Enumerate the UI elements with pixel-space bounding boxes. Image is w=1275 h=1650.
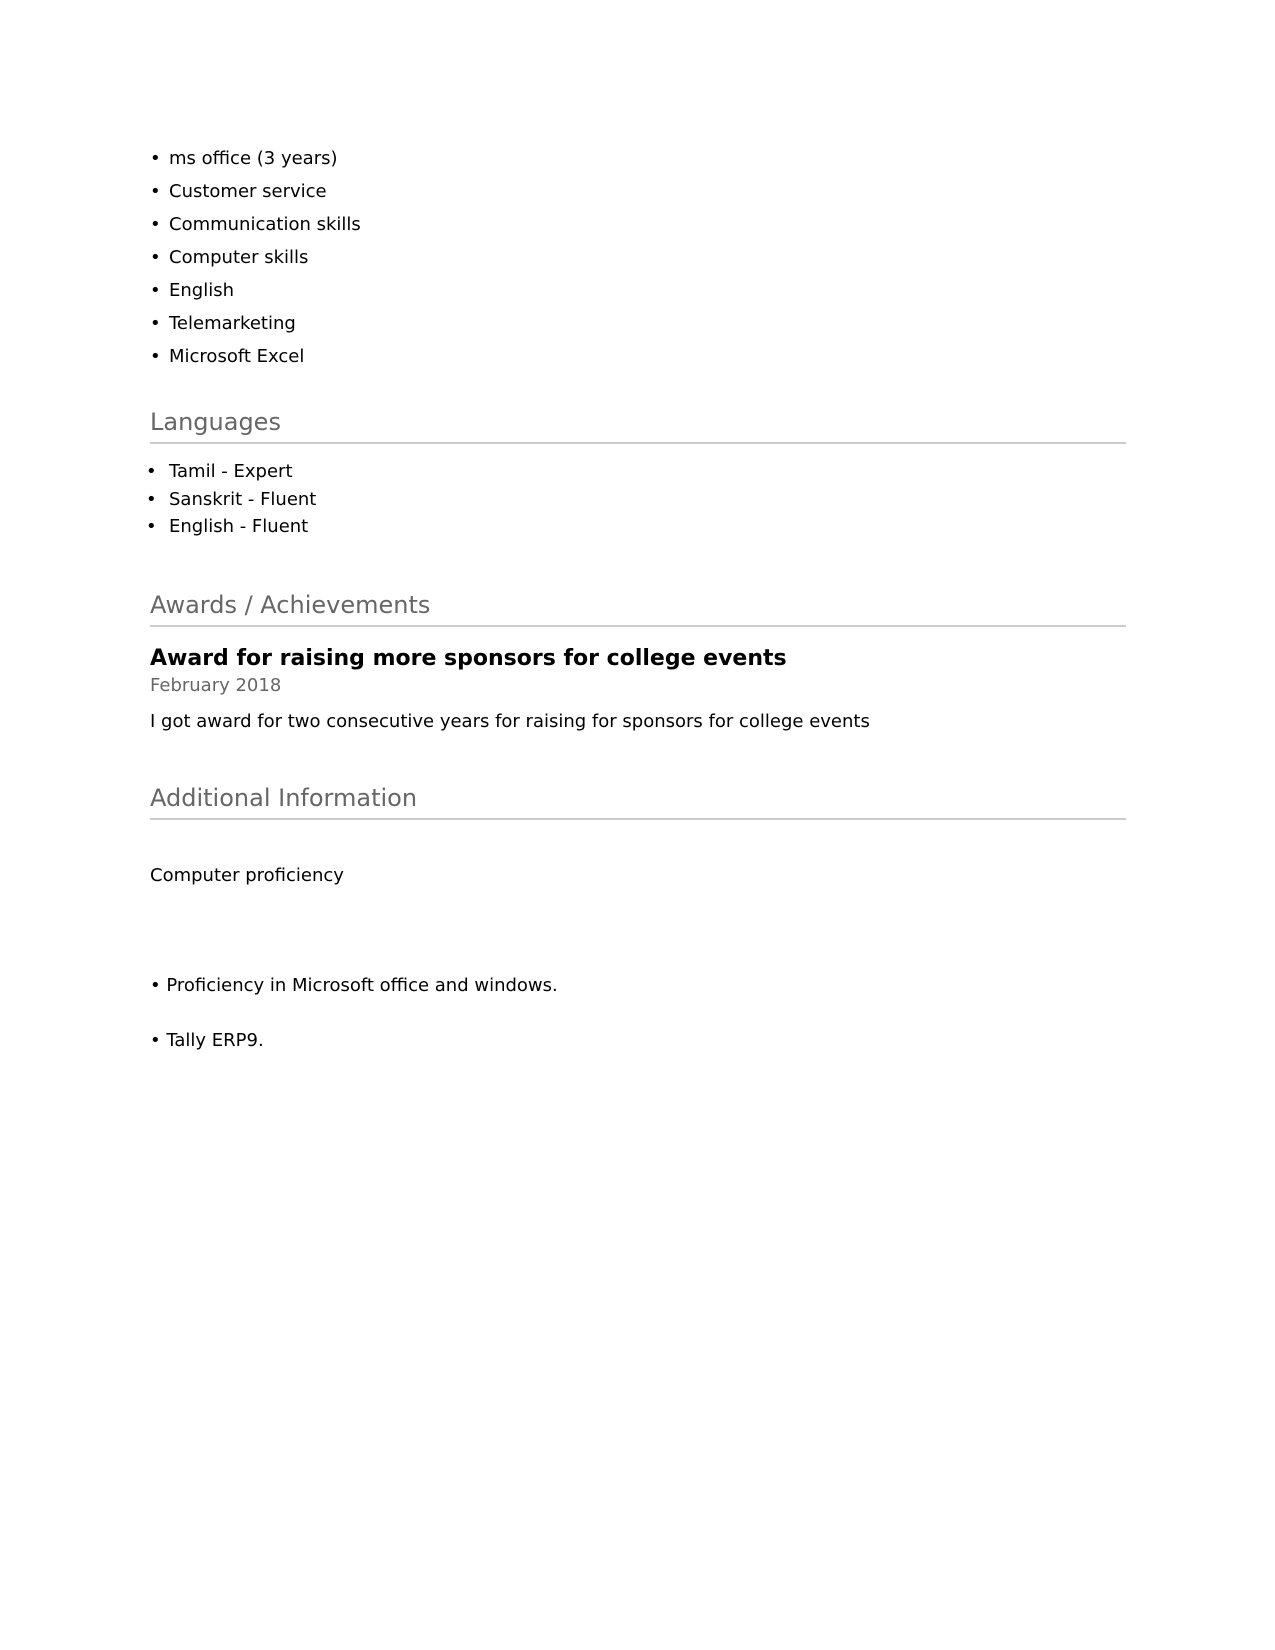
languages-heading: Languages <box>150 402 1126 444</box>
bullet: • <box>150 247 161 268</box>
skill-item <box>150 307 361 340</box>
additional-info-text <box>150 834 1126 1082</box>
skill-text: ms office (3 years) <box>169 148 338 169</box>
language-item <box>146 513 1126 541</box>
award-description: I got award for two consecutive years for raising for sponsors for college events <box>150 711 870 732</box>
skill-item <box>150 241 361 274</box>
skill-text: Computer skills <box>169 247 309 268</box>
award-entry <box>150 645 1126 735</box>
additional-line: Computer proficiency <box>150 864 344 886</box>
skill-text: Communication skills <box>169 214 361 235</box>
bullet: • <box>150 214 161 235</box>
skills-list <box>150 142 361 373</box>
bullet: • <box>146 461 157 482</box>
additional-info-section <box>150 778 1126 1082</box>
skill-item <box>150 175 361 208</box>
bullet: • <box>150 346 161 367</box>
skill-text: English <box>169 280 234 301</box>
additional-line: • Proficiency in Microsoft office and windows. <box>150 974 558 996</box>
bullet: • <box>146 488 157 510</box>
language-text: Sanskrit - Fluent <box>169 488 317 510</box>
skill-item <box>150 208 361 241</box>
skill-item <box>150 142 361 175</box>
skill-item <box>150 274 361 307</box>
language-text: Tamil - Expert <box>169 461 293 482</box>
language-text: English - Fluent <box>169 516 309 537</box>
skill-text: Customer service <box>169 181 327 202</box>
awards-section <box>150 585 1126 735</box>
additional-info-heading: Additional Information <box>150 778 1126 820</box>
bullet: • <box>146 516 157 537</box>
additional-line <box>150 917 1126 945</box>
language-item <box>146 458 1126 486</box>
skill-item <box>150 340 361 373</box>
language-item <box>146 486 1126 514</box>
languages-list <box>146 458 1126 541</box>
bullet: • <box>150 280 161 301</box>
bullet: • <box>150 181 161 202</box>
awards-heading: Awards / Achievements <box>150 585 1126 627</box>
bullet: • <box>150 313 161 334</box>
skill-text: Microsoft Excel <box>169 346 305 367</box>
award-title: Award for raising more sponsors for college events <box>150 646 787 671</box>
bullet: • <box>150 148 161 169</box>
skill-text: Telemarketing <box>169 313 296 334</box>
award-date: February 2018 <box>150 675 282 696</box>
languages-section <box>146 402 1126 541</box>
additional-line: • Tally ERP9. <box>150 1029 264 1051</box>
